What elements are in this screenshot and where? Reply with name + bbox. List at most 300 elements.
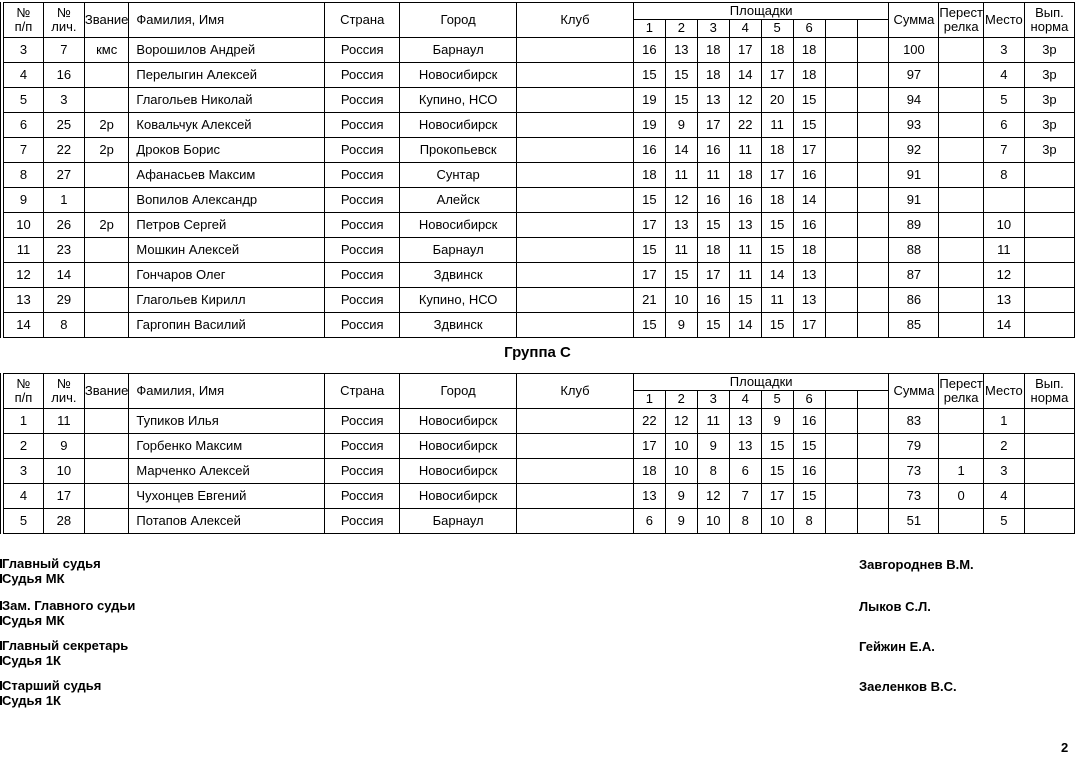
cell-court-score-1: 17 [633,263,665,288]
cell-norm: 3р [1024,113,1074,138]
cell-court-score-3: 18 [697,63,729,88]
cell-rank [84,459,129,484]
cell-rank [84,409,129,434]
cell-court-score-6: 8 [793,509,825,534]
cell-court-score-8-blank [857,113,889,138]
cell-sum: 93 [889,113,939,138]
cell-court-score-1: 15 [633,238,665,263]
signature-role-deputy-chief-judge [2,598,135,628]
cell-court-score-2: 10 [665,459,697,484]
table-row [4,484,1075,509]
cell-norm: 3р [1024,38,1074,63]
cell-city: Купино, НСО [400,88,517,113]
col-header-country: Страна [325,3,400,38]
cell-place: 2 [983,434,1024,459]
cell-court-score-6: 13 [793,263,825,288]
cell-athlete-name: Тупиков Илья [129,409,325,434]
cell-shootoff: 0 [939,484,984,509]
col-header-country: Страна [325,374,400,409]
cell-court-score-6: 13 [793,288,825,313]
table-row [4,238,1075,263]
clipped-glyph-fragment [0,696,2,705]
cell-court-score-2: 12 [665,409,697,434]
col-header-club: Клуб [517,3,634,38]
cell-norm: 3р [1024,63,1074,88]
cell-country: Россия [325,263,400,288]
cell-court-score-5: 20 [761,88,793,113]
cell-norm [1024,459,1074,484]
cell-court-score-8-blank [857,288,889,313]
col-header-name: Фамилия, Имя [129,374,325,409]
cell-club [517,188,634,213]
cell-sum: 88 [889,238,939,263]
cell-court-score-2: 9 [665,113,697,138]
cell-country: Россия [325,459,400,484]
cell-city: Барнаул [400,509,517,534]
cell-country: Россия [325,88,400,113]
cell-norm [1024,484,1074,509]
cell-athlete-name: Афанасьев Максим [129,163,325,188]
cell-court-score-2: 10 [665,434,697,459]
cell-rank: кмс [84,38,129,63]
cell-court-score-4: 13 [729,434,761,459]
cell-court-score-5: 17 [761,163,793,188]
cell-row-number: 3 [4,459,44,484]
cell-court-score-3: 17 [697,263,729,288]
cell-club [517,434,634,459]
cell-court-score-2: 11 [665,238,697,263]
cell-city: Барнаул [400,238,517,263]
col-header-place: Место [983,3,1024,38]
cell-rank [84,509,129,534]
cell-row-number: 6 [4,113,44,138]
cell-court-score-6: 17 [793,138,825,163]
cell-court-score-7-blank [825,238,857,263]
header-personal-line1: № [56,375,71,391]
cell-country: Россия [325,434,400,459]
cell-rank [84,434,129,459]
table-row [4,213,1075,238]
signature-role-line2: Судья МК [2,571,65,586]
cell-row-number: 7 [4,138,44,163]
cell-country: Россия [325,213,400,238]
col-header-court-6: 6 [793,391,825,409]
cell-court-score-4: 6 [729,459,761,484]
cell-row-number: 11 [4,238,44,263]
cell-court-score-7-blank [825,138,857,163]
cell-shootoff [939,113,984,138]
cell-norm [1024,213,1074,238]
header-norm-line2: норма [1030,19,1069,34]
cell-club [517,263,634,288]
clipped-glyph-fragment [0,641,2,650]
cell-shootoff [939,288,984,313]
cell-norm [1024,313,1074,338]
cell-athlete-name: Чухонцев Евгений [129,484,325,509]
cell-court-score-3: 18 [697,38,729,63]
cell-court-score-2: 15 [665,263,697,288]
cell-rank: 2р [84,113,129,138]
cell-club [517,213,634,238]
cell-court-score-1: 15 [633,63,665,88]
col-header-sum: Сумма [889,374,939,409]
cell-city: Алейск [400,188,517,213]
col-header-row-number [4,374,44,409]
col-header-courts-group: Площадки [633,3,889,20]
signature-name-senior-judge: Заеленков В.С. [859,679,957,694]
cell-court-score-8-blank [857,163,889,188]
col-header-court-4: 4 [729,20,761,38]
cell-club [517,38,634,63]
cell-norm [1024,238,1074,263]
cell-sum: 79 [889,434,939,459]
signature-name-chief-secretary: Гейжин Е.А. [859,639,935,654]
cell-shootoff: 1 [939,459,984,484]
col-header-court-2: 2 [665,391,697,409]
cell-personal-number: 11 [43,409,84,434]
cell-country: Россия [325,288,400,313]
cell-row-number: 8 [4,163,44,188]
signature-role-senior-judge [2,678,101,708]
cell-court-score-6: 16 [793,409,825,434]
cell-court-score-7-blank [825,409,857,434]
cell-court-score-7-blank [825,88,857,113]
results-table-group-b-continued [3,2,1075,338]
table-row [4,509,1075,534]
cell-court-score-2: 9 [665,484,697,509]
cell-norm [1024,288,1074,313]
page-edge-line-table2 [0,373,1,534]
cell-rank [84,63,129,88]
cell-athlete-name: Ковальчук Алексей [129,113,325,138]
cell-court-score-6: 16 [793,163,825,188]
cell-court-score-4: 7 [729,484,761,509]
cell-personal-number: 17 [43,484,84,509]
cell-place: 4 [983,484,1024,509]
cell-rank [84,484,129,509]
cell-court-score-1: 17 [633,213,665,238]
cell-sum: 73 [889,459,939,484]
cell-athlete-name: Гаргопин Василий [129,313,325,338]
cell-personal-number: 29 [43,288,84,313]
cell-rank [84,238,129,263]
cell-court-score-8-blank [857,263,889,288]
col-header-court-7-blank [825,391,857,409]
cell-court-score-3: 9 [697,434,729,459]
cell-personal-number: 22 [43,138,84,163]
cell-sum: 89 [889,213,939,238]
cell-court-score-2: 12 [665,188,697,213]
cell-court-score-7-blank [825,434,857,459]
cell-club [517,138,634,163]
cell-court-score-2: 9 [665,509,697,534]
cell-court-score-7-blank [825,163,857,188]
cell-court-score-6: 15 [793,88,825,113]
cell-court-score-8-blank [857,409,889,434]
cell-city: Новосибирск [400,213,517,238]
cell-rank [84,288,129,313]
cell-court-score-5: 14 [761,263,793,288]
cell-court-score-1: 18 [633,459,665,484]
table-row [4,188,1075,213]
cell-court-score-4: 11 [729,238,761,263]
cell-court-score-8-blank [857,509,889,534]
table-row [4,313,1075,338]
cell-club [517,238,634,263]
cell-rank [84,263,129,288]
cell-place: 4 [983,63,1024,88]
col-header-court-1: 1 [633,391,665,409]
cell-club [517,163,634,188]
cell-shootoff [939,188,984,213]
header-pp-line2: п/п [14,19,33,34]
cell-country: Россия [325,409,400,434]
cell-shootoff [939,213,984,238]
cell-court-score-6: 15 [793,113,825,138]
col-header-court-8-blank [857,391,889,409]
col-header-court-2: 2 [665,20,697,38]
col-header-norm [1024,3,1074,38]
cell-sum: 92 [889,138,939,163]
col-header-shootoff [939,3,984,38]
cell-court-score-5: 17 [761,484,793,509]
cell-court-score-3: 11 [697,409,729,434]
cell-sum: 85 [889,313,939,338]
cell-club [517,288,634,313]
cell-court-score-1: 6 [633,509,665,534]
cell-court-score-6: 16 [793,459,825,484]
cell-shootoff [939,263,984,288]
cell-shootoff [939,434,984,459]
col-header-name: Фамилия, Имя [129,3,325,38]
cell-court-score-1: 15 [633,313,665,338]
cell-court-score-1: 21 [633,288,665,313]
cell-country: Россия [325,163,400,188]
cell-court-score-6: 17 [793,313,825,338]
signature-name-deputy-chief-judge: Лыков С.Л. [859,599,931,614]
cell-personal-number: 10 [43,459,84,484]
cell-court-score-3: 16 [697,188,729,213]
cell-place [983,188,1024,213]
cell-shootoff [939,63,984,88]
cell-norm: 3р [1024,138,1074,163]
cell-court-score-6: 18 [793,63,825,88]
cell-country: Россия [325,63,400,88]
cell-personal-number: 26 [43,213,84,238]
cell-city: Новосибирск [400,459,517,484]
cell-country: Россия [325,138,400,163]
signature-role-line2: Судья МК [2,613,65,628]
signature-name-chief-judge: Завгороднев В.М. [859,557,974,572]
cell-court-score-6: 15 [793,434,825,459]
cell-court-score-5: 9 [761,409,793,434]
cell-shootoff [939,509,984,534]
cell-sum: 51 [889,509,939,534]
col-header-rank: Звание [84,374,129,409]
cell-shootoff [939,409,984,434]
cell-sum: 86 [889,288,939,313]
cell-norm [1024,409,1074,434]
table-row [4,288,1075,313]
cell-court-score-5: 11 [761,288,793,313]
cell-rank: 2р [84,213,129,238]
cell-club [517,409,634,434]
cell-court-score-1: 17 [633,434,665,459]
header-pp-line1: № [16,375,31,391]
cell-court-score-7-blank [825,38,857,63]
cell-place: 12 [983,263,1024,288]
header-personal-line1: № [56,4,71,20]
cell-court-score-7-blank [825,263,857,288]
cell-norm [1024,509,1074,534]
header-pp-line1: № [16,4,31,20]
cell-country: Россия [325,509,400,534]
col-header-personal-number [43,3,84,38]
cell-court-score-7-blank [825,188,857,213]
cell-court-score-4: 13 [729,213,761,238]
header-personal-line2: лич. [51,19,77,34]
table-row [4,263,1075,288]
cell-court-score-5: 15 [761,213,793,238]
col-header-court-4: 4 [729,391,761,409]
cell-country: Россия [325,484,400,509]
cell-place: 3 [983,459,1024,484]
cell-personal-number: 3 [43,88,84,113]
header-shootoff-line1: Перест [939,4,983,20]
cell-athlete-name: Гончаров Олег [129,263,325,288]
signature-role-chief-secretary [2,638,128,668]
clipped-glyph-fragment [0,616,2,625]
cell-country: Россия [325,238,400,263]
cell-court-score-7-blank [825,213,857,238]
cell-personal-number: 28 [43,509,84,534]
cell-sum: 83 [889,409,939,434]
col-header-norm [1024,374,1074,409]
cell-court-score-8-blank [857,138,889,163]
cell-court-score-8-blank [857,38,889,63]
cell-sum: 97 [889,63,939,88]
cell-country: Россия [325,113,400,138]
signature-role-line2: Судья 1К [2,653,61,668]
cell-court-score-8-blank [857,88,889,113]
cell-athlete-name: Перелыгин Алексей [129,63,325,88]
cell-personal-number: 25 [43,113,84,138]
page-edge-line-table1 [0,2,1,338]
cell-personal-number: 16 [43,63,84,88]
cell-place: 10 [983,213,1024,238]
cell-court-score-6: 15 [793,484,825,509]
cell-personal-number: 1 [43,188,84,213]
cell-court-score-4: 12 [729,88,761,113]
cell-athlete-name: Вопилов Александр [129,188,325,213]
cell-court-score-1: 16 [633,138,665,163]
signature-role-line1: Старший судья [2,678,102,693]
cell-row-number: 1 [4,409,44,434]
cell-shootoff [939,238,984,263]
cell-court-score-3: 12 [697,484,729,509]
cell-athlete-name: Петров Сергей [129,213,325,238]
clipped-glyph-fragment [0,574,2,583]
table-row [4,38,1075,63]
cell-athlete-name: Мошкин Алексей [129,238,325,263]
cell-place: 8 [983,163,1024,188]
cell-court-score-3: 11 [697,163,729,188]
cell-court-score-7-blank [825,63,857,88]
cell-rank: 2р [84,138,129,163]
cell-court-score-1: 19 [633,88,665,113]
col-header-rank: Звание [84,3,129,38]
cell-city: Прокопьевск [400,138,517,163]
header-shootoff-line1: Перест [939,375,983,391]
cell-country: Россия [325,188,400,213]
cell-place: 6 [983,113,1024,138]
cell-court-score-6: 16 [793,213,825,238]
col-header-club: Клуб [517,374,634,409]
cell-court-score-5: 15 [761,459,793,484]
cell-sum: 100 [889,38,939,63]
signature-role-line1: Главный судья [2,556,101,571]
cell-city: Барнаул [400,38,517,63]
cell-city: Купино, НСО [400,288,517,313]
header-pp-line2: п/п [14,390,33,405]
cell-norm [1024,188,1074,213]
col-header-city: Город [400,3,517,38]
cell-court-score-7-blank [825,509,857,534]
table-row [4,63,1075,88]
col-header-court-8-blank [857,20,889,38]
header-norm-line1: Вып. [1035,4,1064,20]
cell-court-score-3: 10 [697,509,729,534]
cell-court-score-6: 18 [793,38,825,63]
cell-court-score-7-blank [825,484,857,509]
cell-court-score-8-blank [857,238,889,263]
cell-athlete-name: Горбенко Максим [129,434,325,459]
cell-norm [1024,434,1074,459]
cell-court-score-8-blank [857,188,889,213]
cell-athlete-name: Дроков Борис [129,138,325,163]
cell-place: 14 [983,313,1024,338]
cell-row-number: 4 [4,484,44,509]
table-row [4,113,1075,138]
cell-court-score-5: 15 [761,238,793,263]
cell-club [517,509,634,534]
header-shootoff-line2: релка [943,390,979,405]
cell-club [517,484,634,509]
cell-court-score-3: 17 [697,113,729,138]
cell-court-score-1: 19 [633,113,665,138]
cell-row-number: 4 [4,63,44,88]
cell-country: Россия [325,38,400,63]
cell-court-score-3: 8 [697,459,729,484]
cell-court-score-8-blank [857,459,889,484]
cell-court-score-5: 15 [761,313,793,338]
table-row [4,88,1075,113]
cell-court-score-4: 11 [729,263,761,288]
cell-court-score-4: 22 [729,113,761,138]
cell-court-score-3: 15 [697,213,729,238]
cell-row-number: 3 [4,38,44,63]
col-header-court-7-blank [825,20,857,38]
col-header-court-1: 1 [633,20,665,38]
cell-norm [1024,263,1074,288]
cell-shootoff [939,163,984,188]
cell-personal-number: 7 [43,38,84,63]
cell-athlete-name: Потапов Алексей [129,509,325,534]
cell-rank [84,313,129,338]
col-header-row-number [4,3,44,38]
cell-club [517,63,634,88]
col-header-shootoff [939,374,984,409]
